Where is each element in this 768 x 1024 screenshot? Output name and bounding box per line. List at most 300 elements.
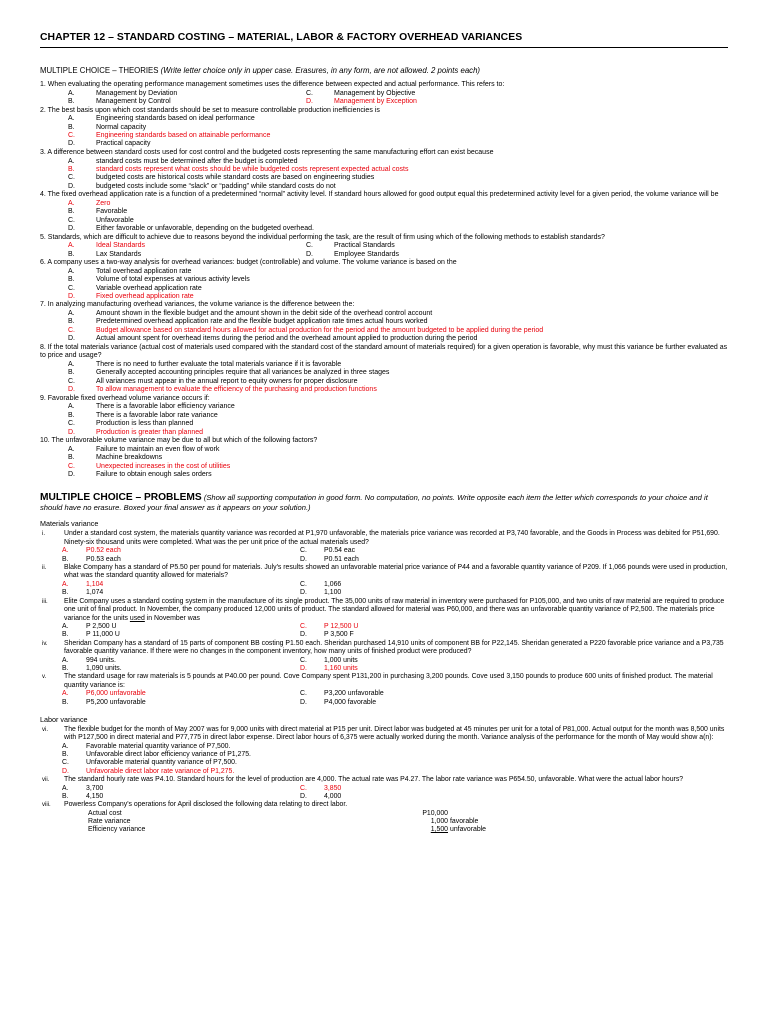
- answer-option: [40, 251, 278, 259]
- option-text: 4,000: [324, 792, 342, 800]
- answer-option: [40, 310, 640, 318]
- option-text: budgeted costs are historical costs while standard costs are based on engineering studies: [96, 174, 375, 182]
- option-letter: C.: [306, 89, 313, 97]
- option-row: [40, 183, 728, 191]
- option-row: [40, 174, 728, 182]
- answer-option: [62, 589, 300, 597]
- option-row: [40, 217, 728, 225]
- option-row: [40, 743, 728, 751]
- option-row: [40, 293, 728, 301]
- option-text: Failure to maintain an even flow of work: [96, 445, 220, 453]
- option-row: [40, 251, 728, 259]
- theories-note: (Write letter choice only in upper case. Erasures, in any form, are not allowed. 2 points each): [160, 66, 481, 75]
- problem-number: vii.: [42, 777, 50, 784]
- answer-option: [300, 657, 538, 665]
- answer-option: [300, 690, 538, 698]
- problem-text: The standard usage for raw materials is 5 pounds at P40.00 per pound. Cove Company spent P131,200 in purchasing 3,200 pounds. Cove used 3,150 pounds to produce 600 units of finished product. The material quantity variance is:: [64, 673, 713, 689]
- data-label: Rate variance: [88, 818, 131, 826]
- problem-number: ii.: [42, 564, 47, 571]
- option-text: 1,074: [86, 589, 104, 597]
- data-label: Efficiency variance: [88, 826, 146, 834]
- answer-option: [300, 785, 538, 793]
- answer-option: [62, 623, 300, 631]
- option-letter: A.: [68, 157, 75, 165]
- option-text: standard costs represent what costs should be while budgeted costs represent expected actual costs: [96, 165, 409, 173]
- problem-item: [40, 726, 728, 776]
- option-text: P4,000 favorable: [324, 698, 377, 706]
- answer-option: [300, 556, 538, 564]
- option-text: P0.52 each: [86, 547, 121, 555]
- answer-option: [62, 768, 662, 776]
- answer-option: [300, 699, 538, 707]
- option-letter: D.: [62, 767, 69, 775]
- option-text: Volume of total expenses at various activity levels: [96, 276, 250, 284]
- option-row: [40, 429, 728, 437]
- data-amount: 1,500: [430, 826, 448, 834]
- option-text: Zero: [96, 199, 111, 207]
- option-text: 3,700: [86, 784, 104, 792]
- answer-option: [40, 124, 640, 132]
- problem-number: i.: [42, 531, 45, 538]
- option-letter: B.: [68, 250, 75, 258]
- answer-option: [300, 623, 538, 631]
- option-row: [40, 90, 728, 98]
- option-row: [40, 793, 728, 801]
- option-letter: D.: [68, 428, 75, 436]
- option-text: P 12,500 U: [324, 623, 359, 631]
- option-text: Unfavorable direct labor efficiency variance of P1,275.: [86, 751, 251, 759]
- option-letter: D.: [300, 792, 307, 800]
- option-row: [40, 98, 728, 106]
- option-row: [40, 412, 728, 420]
- problems-note: (Show all supporting computation in good form. No computation, no points. Write opposite each item the letter which corresponds to your choice and it should have no erasure. Boxed your final answer as it appears on your solution.): [40, 493, 708, 513]
- option-row: [40, 369, 728, 377]
- option-row: [40, 768, 728, 776]
- option-letter: D.: [68, 182, 75, 190]
- option-letter: C.: [68, 132, 75, 140]
- option-letter: D.: [68, 140, 75, 148]
- option-letter: B.: [68, 165, 75, 173]
- theories-heading: [40, 66, 728, 75]
- data-amount: 1,000: [430, 818, 448, 826]
- option-row: [40, 547, 728, 555]
- option-text: 994 units.: [86, 656, 116, 664]
- option-letter: C.: [68, 216, 75, 224]
- option-text: Generally accepted accounting principles require that all variances be analyzed in three stages: [96, 369, 390, 377]
- problem-text: Sheridan Company has a standard of 15 parts of component BB costing P1.50 each. Sheridan purchased 14,910 units of component BB for P22,145. Sheridan generated a P220 favorable price variance and a P3,735 favorable quantity variance. If there were no changes in the component inventory, how many units of finished product were produced?: [64, 639, 724, 656]
- option-row: [40, 403, 728, 411]
- option-text: Favorable: [96, 208, 128, 216]
- option-text: There is a favorable labor efficiency variance: [96, 403, 235, 411]
- option-letter: C.: [68, 462, 75, 470]
- option-text: Management by Exception: [334, 98, 417, 106]
- option-text: P 11,000 U: [86, 631, 120, 639]
- question-text: 9. Favorable fixed overhead volume variance occurs if:: [40, 394, 210, 402]
- option-letter: B.: [68, 318, 75, 326]
- answer-option: [40, 98, 278, 106]
- option-text: Practical Standards: [334, 242, 395, 250]
- option-letter: C.: [62, 759, 69, 767]
- answer-option: [62, 556, 300, 564]
- answer-option: [62, 743, 662, 751]
- option-letter: A.: [68, 115, 75, 123]
- question-text: 3. A difference between standard costs used for cost control and the budgeted costs representing the same manufacturing effort can exist because: [40, 148, 494, 156]
- option-text: Production is greater than planned: [96, 428, 204, 436]
- option-text: There is no need to further evaluate the total materials variance if it is favorable: [96, 361, 342, 369]
- option-text: P3,200 unfavorable: [324, 690, 384, 698]
- option-row: [40, 361, 728, 369]
- problem-item: [40, 776, 728, 801]
- option-letter: B.: [68, 411, 75, 419]
- option-row: [40, 335, 728, 343]
- option-text: 1,104: [86, 580, 104, 588]
- option-text: Unfavorable: [96, 216, 134, 224]
- problem-question: [40, 726, 728, 743]
- answer-option: [40, 335, 640, 343]
- option-text: Amount shown in the flexible budget and the amount shown in the debit side of the overhead control account: [96, 310, 433, 318]
- option-text: There is a favorable labor rate variance: [96, 411, 218, 419]
- option-row: [40, 589, 728, 597]
- answer-option: [40, 454, 640, 462]
- option-text: P 3,500 F: [324, 631, 354, 639]
- option-row: [40, 158, 728, 166]
- option-row: [40, 386, 728, 394]
- option-letter: C.: [300, 784, 307, 792]
- option-letter: C.: [68, 377, 75, 385]
- materials-heading: Materials variance: [40, 519, 99, 529]
- option-row: [40, 665, 728, 673]
- answer-option: [300, 581, 538, 589]
- option-row: [40, 124, 728, 132]
- option-row: [40, 420, 728, 428]
- answer-option: [40, 276, 640, 284]
- problem-question: [40, 598, 728, 624]
- option-text: Budget allowance based on standard hours allowed for actual production for the period and the amount budgeted to be applied during the period: [96, 326, 544, 334]
- option-text: Fixed overhead application rate: [96, 292, 194, 300]
- answer-option: [40, 420, 640, 428]
- materials-problems: [40, 530, 728, 706]
- answer-option: [40, 412, 640, 420]
- option-row: [40, 166, 728, 174]
- option-letter: D.: [306, 98, 313, 106]
- option-letter: C.: [300, 623, 307, 631]
- option-letter: C.: [68, 326, 75, 334]
- option-row: [40, 471, 728, 479]
- answer-option: [62, 547, 300, 555]
- option-text: Total overhead application rate: [96, 267, 192, 275]
- answer-option: [62, 759, 662, 767]
- answer-option: [40, 361, 640, 369]
- problem-item: [40, 530, 728, 564]
- problem-number: v.: [42, 674, 47, 681]
- answer-option: [40, 140, 640, 148]
- option-letter: A.: [62, 623, 69, 631]
- problem-text: The standard hourly rate was P4.10. Standard hours for the level of production are 4,000. The actual rate was P4.27. The labor rate variance was P654.50, unfavorable. What were the actual labor hours?: [64, 776, 684, 784]
- data-note: [448, 810, 450, 818]
- option-letter: B.: [68, 454, 75, 462]
- option-letter: A.: [68, 89, 75, 97]
- option-row: [40, 378, 728, 386]
- problem-item: [40, 598, 728, 640]
- answer-option: [40, 471, 640, 479]
- answer-option: [40, 225, 640, 233]
- option-row: [40, 276, 728, 284]
- problem-question: [40, 776, 728, 785]
- option-letter: D.: [68, 386, 75, 394]
- option-letter: B.: [62, 631, 69, 639]
- option-letter: A.: [68, 445, 75, 453]
- theory-question: [40, 107, 728, 149]
- option-text: P 2,500 U: [86, 623, 117, 631]
- problem-text: Powerless Company's operations for April disclosed the following data relating to direct labor.: [64, 801, 348, 809]
- option-letter: A.: [68, 199, 75, 207]
- option-letter: C.: [300, 580, 307, 588]
- labor-problems: [40, 726, 728, 835]
- option-row: [40, 446, 728, 454]
- option-text: Normal capacity: [96, 123, 147, 131]
- option-text: Management by Deviation: [96, 89, 178, 97]
- option-letter: C.: [300, 547, 307, 555]
- problems-heading: [40, 493, 728, 513]
- option-text: Management by Objective: [334, 89, 416, 97]
- option-letter: B.: [68, 276, 75, 284]
- theories-heading-text: MULTIPLE CHOICE – THEORIES: [40, 66, 159, 75]
- option-text: P6,000 unfavorable: [86, 690, 146, 698]
- answer-option: [40, 369, 640, 377]
- title-rule: [40, 47, 728, 48]
- question-text: 1. When evaluating the operating performance management sometimes uses the difference between expected and actual performance. This refers to:: [40, 81, 505, 88]
- answer-option: [40, 285, 640, 293]
- option-row: [40, 285, 728, 293]
- option-letter: B.: [68, 369, 75, 377]
- option-text: Variable overhead application rate: [96, 284, 202, 292]
- answer-option: [278, 90, 516, 98]
- option-text: All variances must appear in the annual report to equity owners for proper disclosure: [96, 377, 358, 385]
- option-row: [40, 208, 728, 216]
- theory-question: [40, 301, 728, 343]
- option-text: 1,100: [324, 589, 342, 597]
- option-letter: B.: [62, 589, 69, 597]
- answer-option: [40, 318, 640, 326]
- option-text: Engineering standards based on ideal performance: [96, 115, 255, 123]
- problem-text: The flexible budget for the month of May 2007 was for 9,000 units with direct material at P15 per unit. Direct labor was budgeted at 45 minutes per unit for a total of P81,000. Actual output for the month was 8,500 units with P127,500 in direct material and P77,775 in direct labor expense. Direct labor hours of 6,375 were actually worked during the month. Variance analysis of the performance for the month of May would show a(n):: [64, 725, 725, 742]
- answer-option: [62, 665, 300, 673]
- option-row: [40, 140, 728, 148]
- option-letter: B.: [68, 208, 75, 216]
- answer-option: [300, 589, 538, 597]
- answer-option: [278, 242, 516, 250]
- answer-option: [62, 751, 662, 759]
- option-letter: D.: [300, 555, 307, 563]
- option-text: Predetermined overhead application rate and the flexible budget application rate times actual hours worked: [96, 318, 428, 326]
- answer-option: [40, 446, 640, 454]
- option-row: [40, 318, 728, 326]
- option-letter: B.: [62, 698, 69, 706]
- option-text: 1,090 units.: [86, 664, 122, 672]
- answer-option: [40, 200, 640, 208]
- option-row: [40, 310, 728, 318]
- answer-option: [62, 657, 300, 665]
- option-text: Ideal Standards: [96, 242, 146, 250]
- option-letter: C.: [68, 420, 75, 428]
- option-row: [40, 581, 728, 589]
- option-letter: A.: [68, 310, 75, 318]
- answer-option: [40, 242, 278, 250]
- option-text: Engineering standards based on attainable performance: [96, 132, 271, 140]
- answer-option: [300, 631, 538, 639]
- problem-number: viii.: [42, 802, 51, 809]
- option-letter: A.: [68, 242, 75, 250]
- option-row: [40, 115, 728, 123]
- theory-question: [40, 395, 728, 437]
- answer-option: [62, 699, 300, 707]
- question-text: 8. If the total materials variance (actual cost of materials used compared with the standard cost of the standard amount of materials required) for a given operation is favorable, why must this variance be further evaluated as to price and usage?: [40, 343, 728, 360]
- option-row: [40, 463, 728, 471]
- data-table: [40, 810, 728, 835]
- option-row: [40, 268, 728, 276]
- answer-option: [300, 665, 538, 673]
- option-letter: B.: [62, 792, 69, 800]
- option-letter: A.: [62, 547, 69, 555]
- option-letter: C.: [300, 656, 307, 664]
- problem-number: iii.: [42, 598, 48, 605]
- problems-heading-text: MULTIPLE CHOICE – PROBLEMS: [40, 492, 202, 504]
- option-text: 1,160 units: [324, 664, 358, 672]
- answer-option: [40, 208, 640, 216]
- problem-question: [40, 564, 728, 581]
- theory-question: [40, 259, 728, 301]
- problem-item: [40, 640, 728, 674]
- option-text: Unfavorable direct labor rate variance of P1,275.: [86, 767, 235, 775]
- data-note: unfavorable: [450, 826, 487, 834]
- answer-option: [40, 327, 640, 335]
- question-text: 6. A company uses a two-way analysis for overhead variances: budget (controllable) and volume. The volume variance is based on the: [40, 259, 457, 267]
- data-row: [88, 810, 728, 818]
- theories-list: [40, 81, 728, 479]
- answer-option: [40, 386, 640, 394]
- option-letter: A.: [62, 690, 69, 698]
- problem-item: [40, 673, 728, 707]
- question-text: 10. The unfavorable volume variance may be due to all but which of the following factors?: [40, 437, 318, 445]
- option-text: Unfavorable material quantity variance of P7,500.: [86, 759, 237, 767]
- option-row: [40, 690, 728, 698]
- option-row: [40, 225, 728, 233]
- option-row: [40, 759, 728, 767]
- answer-option: [40, 268, 640, 276]
- option-text: Management by Control: [96, 98, 171, 106]
- answer-option: [62, 785, 300, 793]
- answer-option: [40, 403, 640, 411]
- option-text: 3,850: [324, 784, 342, 792]
- theory-question: [40, 81, 728, 107]
- theory-question: [40, 191, 728, 233]
- answer-option: [278, 98, 516, 106]
- option-text: P0.54 eac: [324, 547, 356, 555]
- data-amount: P10,000: [422, 809, 448, 817]
- option-letter: C.: [300, 690, 307, 698]
- option-text: Favorable material quantity variance of P7,500.: [86, 742, 231, 750]
- answer-option: [40, 174, 640, 182]
- option-letter: B.: [68, 123, 75, 131]
- underlined-word: used: [129, 614, 145, 622]
- answer-option: [40, 183, 640, 191]
- answer-option: [40, 115, 640, 123]
- labor-heading: Labor variance: [40, 714, 88, 724]
- option-letter: B.: [62, 555, 69, 563]
- option-text: budgeted costs include some “slack” or “padding” while standard costs do not: [96, 182, 336, 190]
- option-letter: C.: [68, 284, 75, 292]
- answer-option: [40, 158, 640, 166]
- page-title: CHAPTER 12 – STANDARD COSTING – MATERIAL, LABOR & FACTORY OVERHEAD VARIANCES: [40, 32, 523, 43]
- option-row: [40, 132, 728, 140]
- option-row: [40, 699, 728, 707]
- option-text: To allow management to evaluate the efficiency of the purchasing and production functions: [96, 386, 377, 394]
- option-letter: A.: [68, 267, 75, 275]
- option-row: [40, 631, 728, 639]
- option-text: 1,000 units: [324, 656, 358, 664]
- option-text: standard costs must be determined after the budget is completed: [96, 157, 298, 165]
- answer-option: [62, 631, 300, 639]
- option-letter: D.: [68, 225, 75, 233]
- answer-option: [62, 793, 300, 801]
- option-row: [40, 785, 728, 793]
- option-row: [40, 454, 728, 462]
- answer-option: [40, 429, 640, 437]
- data-note: favorable: [450, 818, 479, 826]
- data-row: [88, 818, 728, 826]
- option-letter: D.: [300, 589, 307, 597]
- option-letter: B.: [62, 751, 69, 759]
- theory-question: [40, 149, 728, 191]
- option-text: Actual amount spent for overhead items during the period and the overhead amount applied to production during the period: [96, 335, 478, 343]
- option-letter: A.: [62, 580, 69, 588]
- theory-question: [40, 344, 728, 395]
- option-row: [40, 200, 728, 208]
- option-text: Production is less than planned: [96, 420, 194, 428]
- document-page: [40, 32, 728, 835]
- option-letter: A.: [62, 742, 69, 750]
- option-letter: A.: [62, 656, 69, 664]
- problem-number: vi.: [42, 726, 48, 733]
- option-letter: D.: [68, 335, 75, 343]
- option-row: [40, 556, 728, 564]
- answer-option: [40, 378, 640, 386]
- problem-question: [40, 640, 728, 657]
- option-text: Machine breakdowns: [96, 454, 163, 462]
- option-letter: C.: [68, 174, 75, 182]
- answer-option: [40, 132, 640, 140]
- option-row: [40, 242, 728, 250]
- option-text: Unexpected increases in the cost of utilities: [96, 462, 231, 470]
- option-letter: B.: [62, 664, 69, 672]
- answer-option: [40, 293, 640, 301]
- option-text: 4,150: [86, 792, 104, 800]
- question-text: 5. Standards, which are difficult to achieve due to reasons beyond the individual performing the task, are the result of firm using which of the following methods to establish standards?: [40, 233, 605, 241]
- option-text: P0.51 each: [324, 555, 359, 563]
- option-text: P0.53 each: [86, 555, 121, 563]
- option-letter: D.: [68, 470, 75, 478]
- option-letter: A.: [68, 403, 75, 411]
- answer-option: [278, 251, 516, 259]
- option-letter: D.: [300, 664, 307, 672]
- problem-item: [40, 564, 728, 598]
- question-text: 2. The best basis upon which cost standards should be set to measure controllable production inefficiencies is: [40, 106, 380, 114]
- option-letter: C.: [306, 242, 313, 250]
- option-letter: D.: [300, 698, 307, 706]
- answer-option: [300, 793, 538, 801]
- answer-option: [40, 463, 640, 471]
- answer-option: [62, 581, 300, 589]
